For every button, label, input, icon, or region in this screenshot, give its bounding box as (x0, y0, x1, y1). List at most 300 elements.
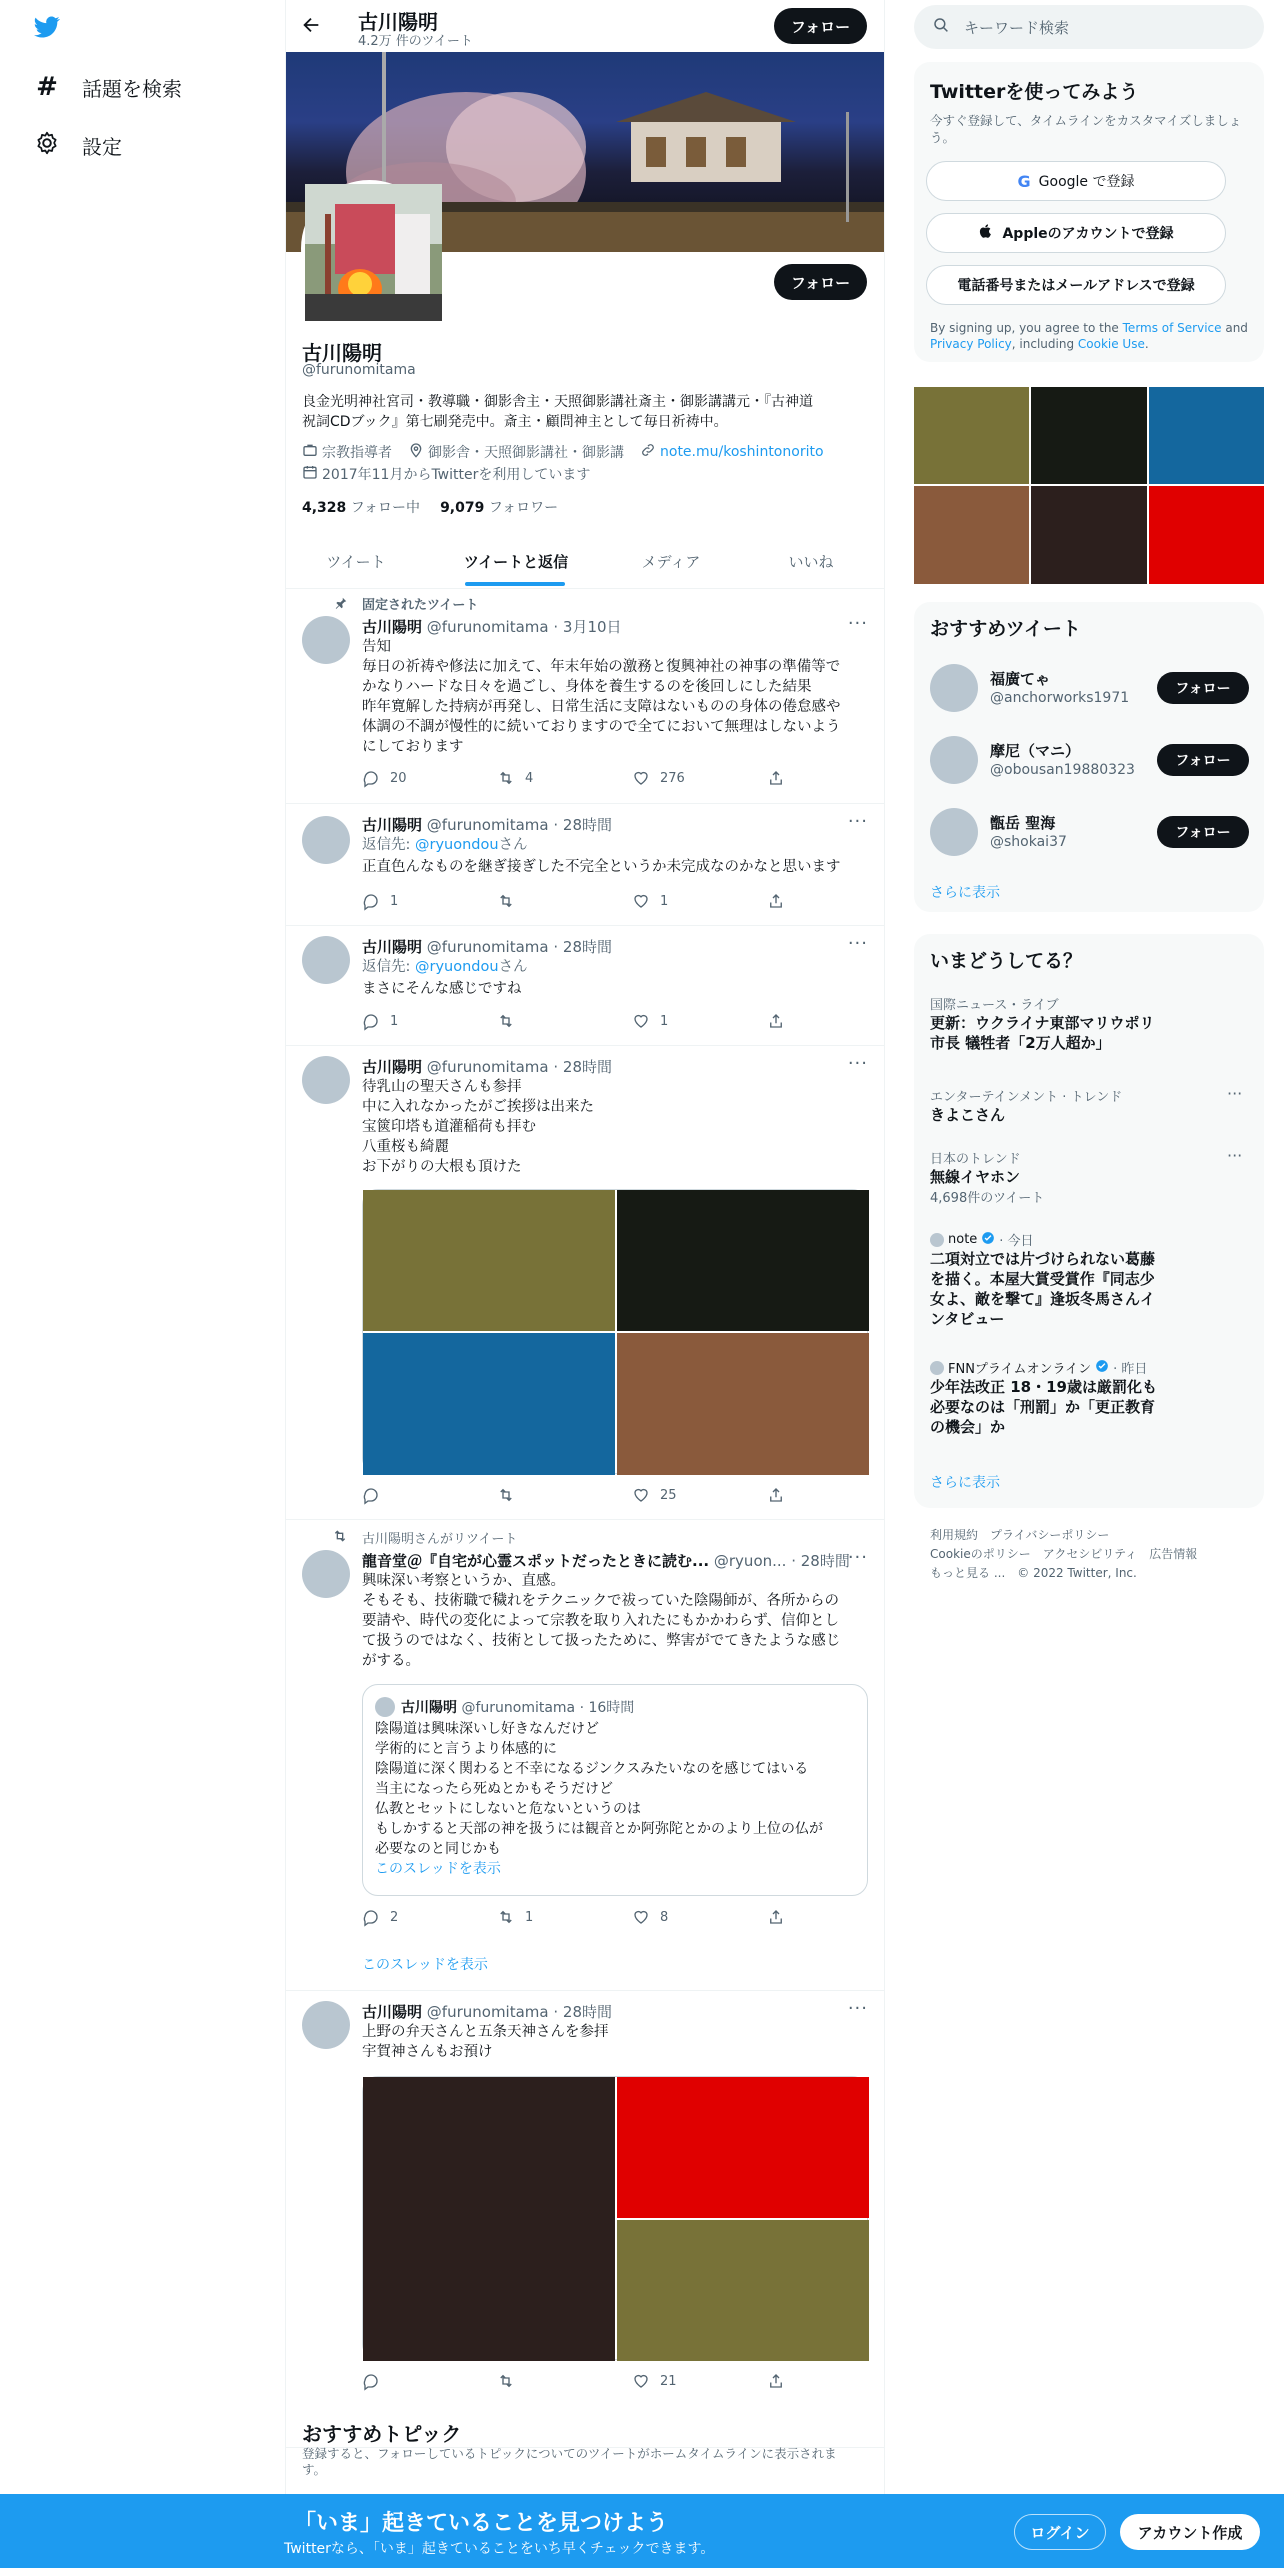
retweet-button[interactable] (497, 1486, 525, 1504)
header-tweet-count: 4.2万 件のツイート (358, 34, 473, 49)
more-options-icon[interactable]: ··· (847, 933, 868, 954)
tweet-text (362, 1077, 872, 1177)
reply-suffix: さん (498, 959, 528, 975)
share-button[interactable] (767, 769, 785, 787)
avatar[interactable] (302, 936, 350, 984)
nav-settings[interactable] (34, 130, 122, 161)
following-stat[interactable] (302, 497, 420, 517)
followers-stat[interactable] (440, 497, 558, 517)
tweet-media-grid (362, 2076, 868, 2360)
profile-category: 宗教指導者 (322, 445, 392, 461)
tweet-text (362, 637, 872, 757)
tweet-meta: @furunomitama · 28時間 (426, 2003, 612, 2021)
following-label: フォロー中 (350, 500, 421, 516)
tweet-actions (362, 2372, 802, 2392)
trend-time: · 昨日 (1113, 1362, 1148, 1377)
quoted-tweet-header (401, 1697, 634, 1717)
tweet-text-line: 昨年寛解した持病が再発し、日常生活に支障はないものの身体の倦怠感や (362, 699, 841, 715)
terms-including: , including (1011, 337, 1078, 351)
media-thumbnail[interactable] (914, 387, 1029, 484)
trend-title-line: ンタビュー (930, 1310, 1005, 1328)
signup-desc-line: 今すぐ登録して、タイムラインをカスタマイズしましょ (930, 113, 1242, 128)
footer-link[interactable]: Cookieのポリシー (930, 1547, 1031, 1561)
more-options-icon[interactable]: ··· (847, 1053, 868, 1074)
quoted-text-line: もしかすると天部の神を扱うには観音とか阿弥陀とかのより上位の仏が (375, 1821, 823, 1837)
followers-count: 9,079 (440, 500, 485, 516)
quoted-text-line: 陰陽道に深く関わると不幸になるジンクスみたいなのを感じてはいる (375, 1761, 809, 1777)
tweet-text (362, 857, 872, 877)
tweet-author[interactable]: 龍音堂＠『自宅が心霊スポットだったときに読む... (362, 1552, 710, 1570)
trend-item[interactable] (930, 994, 1250, 1053)
footer-more-link[interactable]: もっと見る ... (930, 1566, 1006, 1580)
profile-header (286, 0, 884, 52)
footer-links (930, 1526, 1260, 1583)
media-thumbnail[interactable] (1149, 387, 1264, 484)
tweet-author[interactable]: 古川陽明 (362, 938, 423, 956)
avatar (930, 1361, 944, 1375)
topics-desc-line: 登録すると、フォローしているトピックについてのツイートがホームタイムラインに表示されま (302, 2446, 837, 2461)
tweet-header (362, 1550, 850, 1571)
tweet-image[interactable] (617, 1333, 869, 1475)
retweet-button[interactable] (497, 892, 525, 910)
trend-title-line: 必要なのは「刑罰」か「更正教育 (930, 1398, 1156, 1416)
heart-icon (632, 2372, 650, 2390)
media-thumbnail[interactable] (914, 486, 1029, 584)
footer-link[interactable]: 広告情報 (1149, 1547, 1198, 1561)
more-options-icon[interactable]: ··· (847, 1998, 868, 2019)
tweet-image[interactable] (617, 2077, 869, 2218)
tweet-text-line: かなりハードな日々を過ごし、身体を養生するのを後回しにした結果 (362, 679, 812, 695)
header-follow-button[interactable]: フォロー (774, 8, 867, 44)
profile-location: 御影舎・天照御影講社・御影講 (428, 445, 624, 461)
tweet-image[interactable] (363, 1333, 615, 1475)
tweet-meta: @ryuon... · 28時間 (713, 1552, 850, 1570)
phone-signup-button[interactable] (926, 265, 1226, 305)
more-options-icon[interactable]: ··· (847, 811, 868, 832)
share-icon (767, 1908, 785, 1926)
main-column (285, 0, 885, 2568)
tweet-text-line: にしております (362, 739, 464, 755)
share-button[interactable] (767, 2372, 785, 2390)
retweet-button[interactable] (497, 1908, 533, 1926)
tab-tweets-and-replies[interactable]: ツイートと返信 (463, 553, 569, 571)
follow-suggestion[interactable] (914, 802, 1264, 870)
terms-prefix: By signing up, you agree to the (930, 321, 1123, 335)
like-count: 8 (660, 1909, 669, 1925)
follow-suggestion[interactable] (914, 730, 1264, 798)
heart-icon (632, 892, 650, 910)
reply-button[interactable] (362, 1486, 390, 1504)
pinned-label: 固定されたツイート (362, 598, 479, 613)
reply-context (362, 957, 872, 977)
avatar (375, 1697, 395, 1717)
tweet-text-line: 興味深い考察というか、直感。 (362, 1573, 565, 1589)
like-button[interactable] (632, 1486, 677, 1504)
profile-meta-row (302, 442, 824, 462)
like-button[interactable] (632, 892, 668, 910)
tweet-text-line: まさにそんな感じですね (362, 981, 522, 997)
tweet-text-line: 中に入れなかったがご挨拶は出来た (362, 1099, 594, 1115)
suggestion-name: 福廣てゃ (990, 670, 1051, 688)
reply-suffix: さん (498, 837, 528, 853)
avatar (930, 736, 978, 784)
reply-count: 1 (390, 1013, 399, 1029)
trend-source-row (930, 1358, 1250, 1377)
trend-item[interactable] (930, 1148, 1250, 1206)
profile-bio-line: 祝詞CDブック』第七刷発売中。斎主・顧問神主として毎日祈祷中。 (302, 414, 728, 430)
profile-stats (302, 497, 558, 517)
tweet-media-grid (362, 1189, 868, 1474)
tweet-text (362, 2022, 872, 2062)
following-count: 4,328 (302, 500, 347, 516)
profile-follow-button[interactable]: フォロー (774, 264, 867, 300)
like-count: 25 (660, 1487, 677, 1503)
reply-icon (362, 769, 380, 787)
tab-likes[interactable]: いいね (788, 553, 834, 571)
reply-icon (362, 1908, 380, 1926)
reply-button[interactable] (362, 2372, 390, 2390)
retweet-icon (497, 1908, 515, 1926)
trend-title-line: 市長 犠牲者「2万人超か」 (930, 1034, 1111, 1052)
topics-desc (302, 2446, 837, 2478)
heart-icon (632, 1012, 650, 1030)
tweet-text-line: 毎日の祈祷や修法に加えて、年末年始の激務と復興神社の神事の準備等で (362, 659, 841, 675)
suggestion-name: 摩尼（マニ） (990, 742, 1081, 760)
tweet-text-line: 上野の弁天さんと五条天神さんを参拝 (362, 2024, 609, 2040)
nav-explore-label: 話題を検索 (82, 76, 182, 101)
retweet-icon (497, 2372, 515, 2390)
gear-icon (34, 130, 60, 161)
retweet-context-icon (332, 1528, 348, 1548)
who-to-follow-card (914, 602, 1264, 912)
share-icon (767, 769, 785, 787)
reply-prefix: 返信先: (362, 837, 415, 853)
quoted-text-line: 学術的にと言うより体感的に (375, 1741, 557, 1757)
google-icon: G (1017, 171, 1031, 191)
heart-icon (632, 769, 650, 787)
back-arrow-icon[interactable] (300, 14, 322, 40)
avatar[interactable] (302, 816, 350, 864)
media-thumbnail[interactable] (1149, 486, 1264, 584)
trend-item[interactable] (930, 1358, 1250, 1437)
privacy-policy-link[interactable]: Privacy Policy (930, 337, 1012, 351)
tweet-image[interactable] (363, 1190, 615, 1331)
more-options-icon[interactable]: ··· (1227, 1084, 1243, 1103)
trend-source: note (948, 1232, 978, 1247)
tweet-image[interactable] (363, 2077, 615, 2361)
share-button[interactable] (767, 892, 785, 910)
reply-count: 20 (390, 770, 407, 786)
show-thread-link[interactable]: このスレッドを表示 (362, 1957, 488, 1973)
reply-icon (362, 1486, 380, 1504)
reply-button[interactable] (362, 892, 398, 910)
more-options-icon[interactable]: ··· (1227, 1146, 1243, 1165)
tweet-text-line: 要請や、時代の変化によって宗教を取り入れたにもかかわらず、信仰とし (362, 1613, 840, 1629)
link-icon (640, 442, 656, 462)
retweet-count: 1 (525, 1909, 534, 1925)
tweet-header (362, 936, 612, 957)
like-button[interactable] (632, 1908, 668, 1926)
reply-icon (362, 1012, 380, 1030)
profile-joined-row (302, 464, 590, 484)
search-box[interactable] (914, 5, 1264, 49)
hashtag-icon: # (36, 72, 58, 102)
tweet-actions (362, 1486, 802, 1506)
trend-title-line: 更新：ウクライナ東部マリウポリ (930, 1014, 1155, 1032)
like-button[interactable] (632, 769, 685, 787)
profile-url-link[interactable]: note.mu/koshintonorito (660, 444, 824, 460)
reply-count: 1 (390, 893, 399, 909)
signup-terms (930, 320, 1260, 352)
quoted-text-line: 必要なのと同じかも (375, 1841, 501, 1857)
tweet-meta: @furunomitama · 28時間 (426, 938, 612, 956)
heart-icon (632, 1486, 650, 1504)
active-tab-indicator (465, 582, 565, 586)
trend-title-line: 無線イヤホン (930, 1168, 1021, 1186)
profile-joined: 2017年11月からTwitterを利用しています (322, 467, 591, 483)
quoted-text-line: 陰陽道は興味深いし好きなんだけど (375, 1721, 599, 1737)
trend-item[interactable] (930, 1086, 1250, 1125)
media-thumbnail[interactable] (1031, 486, 1147, 584)
topics-desc-line: す。 (302, 2462, 327, 2477)
trend-title-line: 女よ、敵を撃て』逢坂冬馬さんイ (930, 1290, 1156, 1308)
share-icon (767, 1486, 785, 1504)
reply-icon (362, 2372, 380, 2390)
tab-tweets[interactable]: ツイート (326, 553, 386, 571)
quoted-text-line: 仏教とセットにしないと危ないというのは (375, 1801, 641, 1817)
twitter-logo-icon[interactable] (32, 14, 62, 40)
tweet-text-line: 八重桜も綺麗 (362, 1139, 449, 1155)
avatar[interactable] (302, 2001, 350, 2049)
tweet-text-line: 待乳山の聖天さんも参拝 (362, 1079, 522, 1095)
share-icon (767, 2372, 785, 2390)
retweet-count: 4 (525, 770, 534, 786)
retweet-icon (497, 892, 515, 910)
quoted-text (375, 1719, 860, 1879)
trend-source: FNNプライムオンライン (948, 1362, 1092, 1377)
tweet-item[interactable] (286, 1991, 884, 2448)
location-icon (408, 442, 424, 462)
tweet-item[interactable] (286, 1520, 884, 1991)
avatar (930, 1233, 944, 1247)
share-icon (767, 1012, 785, 1030)
profile-handle: @furunomitama (302, 362, 416, 378)
quoted-tweet[interactable] (362, 1684, 868, 1896)
signup-title: Twitterを使ってみよう (930, 81, 1139, 103)
trend-context: 日本のトレンド (930, 1152, 1021, 1167)
reply-button[interactable] (362, 1908, 398, 1926)
topics-title: おすすめトピック (302, 2422, 462, 2446)
tweet-item[interactable] (286, 926, 884, 1046)
more-options-icon[interactable]: ··· (847, 613, 868, 634)
tweet-actions (362, 1908, 802, 1928)
like-button[interactable] (632, 2372, 677, 2390)
verified-icon (1095, 1359, 1109, 1377)
trend-context: 国際ニュース・ライブ (930, 998, 1059, 1013)
heart-icon (632, 1908, 650, 1926)
pin-icon (334, 595, 348, 614)
tweet-text-line: 正直色んなものを継ぎ接ぎした不完全というか未完成なのかなと思います (362, 859, 841, 875)
like-count: 276 (660, 770, 685, 786)
profile-bio (302, 392, 813, 432)
avatar (930, 808, 978, 856)
nav-settings-label: 設定 (82, 135, 122, 159)
tab-media[interactable]: メディア (641, 553, 701, 571)
tweet-item[interactable] (286, 589, 884, 804)
google-signup-label: Google で登録 (1038, 174, 1135, 190)
profile-media-grid (914, 387, 1264, 584)
avatar (930, 664, 978, 712)
reply-icon (362, 892, 380, 910)
signup-desc (930, 112, 1241, 146)
profile-bio-line: 良金光明神社宮司・教導職・御影舎主・天照御影講社斎主・御影講講元・『古神道 (302, 394, 813, 410)
tweet-text-line: そもそも、技術職で穢れをテクニックで祓っていた陰陽師が、各所からの (362, 1593, 840, 1609)
avatar[interactable] (302, 1056, 350, 1104)
signup-card (914, 62, 1264, 362)
tweet-actions (362, 892, 802, 912)
trend-title-line: を描く。本屋大賞受賞作『同志少 (930, 1270, 1155, 1288)
reply-to-link[interactable]: @ryuondou (415, 959, 499, 975)
apple-signup-button[interactable] (926, 213, 1226, 253)
quoted-author: 古川陽明 (401, 1700, 457, 1716)
tweet-text-line: 宇賀神さんもお預け (362, 2044, 493, 2060)
tweet-text-line: 宝篋印塔も道灌稲荷も拝む (362, 1119, 536, 1135)
share-icon (767, 892, 785, 910)
trend-count: 4,698件のツイート (930, 1191, 1045, 1206)
reply-to-link[interactable]: @ryuondou (415, 837, 499, 853)
tweet-text-line: お下がりの大根も頂けた (362, 1159, 522, 1175)
phone-signup-label: 電話番号またはメールアドレスで登録 (957, 278, 1195, 294)
reply-button[interactable] (362, 1012, 398, 1030)
google-signup-button[interactable] (926, 161, 1226, 201)
quoted-thread-link[interactable]: このスレッドを表示 (375, 1861, 501, 1877)
reply-context (362, 835, 872, 855)
trend-item[interactable] (930, 1230, 1250, 1329)
suggestion-follow-button[interactable]: フォロー (1157, 816, 1249, 848)
retweet-button[interactable] (497, 1012, 525, 1030)
apple-signup-label: Appleのアカウントで登録 (1002, 226, 1174, 242)
avatar[interactable] (302, 1550, 350, 1598)
footer-link[interactable]: 利用規約 (930, 1528, 979, 1542)
cookie-use-link[interactable]: Cookie Use (1077, 337, 1145, 351)
retweet-context-label: 古川陽明さんがリツイート (362, 1532, 518, 1547)
tweet-author[interactable]: 古川陽明 (362, 2003, 423, 2021)
signup-desc-line: う。 (930, 130, 956, 145)
tweet-text-line: て扱うのではなく、技術として扱ったために、弊害がでてきたような感じ (362, 1633, 841, 1649)
avatar[interactable] (302, 616, 350, 664)
trend-title-line: 少年法改正 18・19歳は厳罰化も (930, 1378, 1157, 1396)
profile-name: 古川陽明 (302, 341, 382, 365)
tweet-author[interactable]: 古川陽明 (362, 618, 423, 636)
profile-avatar[interactable] (301, 180, 438, 317)
search-placeholder: キーワード検索 (964, 18, 1070, 37)
trend-time: · 今日 (999, 1234, 1034, 1249)
tweet-item[interactable] (286, 1046, 884, 1520)
suggestion-follow-button[interactable]: フォロー (1157, 744, 1249, 776)
calendar-icon (302, 464, 318, 484)
verified-icon (981, 1231, 995, 1249)
trend-title-line: きよこさん (930, 1106, 1006, 1124)
tweet-header (362, 616, 622, 637)
media-thumbnail[interactable] (1031, 387, 1147, 484)
quoted-meta: @furunomitama · 16時間 (461, 1700, 635, 1716)
follow-suggestion[interactable] (914, 658, 1264, 726)
suggestion-name: 甑岳 聖海 (990, 814, 1056, 832)
like-count: 1 (660, 893, 669, 909)
retweet-icon (497, 1012, 515, 1030)
who-to-follow-title: おすすめツイート (930, 618, 1081, 640)
suggestion-handle: @anchorworks1971 (990, 690, 1130, 706)
more-options-icon[interactable]: ··· (847, 1547, 868, 1568)
tweet-header (362, 2001, 612, 2022)
tweet-header (362, 1056, 612, 1077)
header-name: 古川陽明 (358, 10, 438, 34)
trends-card (914, 934, 1264, 1508)
tweet-item[interactable] (286, 804, 884, 926)
footer-link[interactable]: アクセシビリティ (1042, 1547, 1138, 1561)
tweet-author[interactable]: 古川陽明 (362, 816, 423, 834)
footer-link[interactable]: プライバシーポリシー (990, 1528, 1110, 1542)
share-button[interactable] (767, 1908, 785, 1926)
tweet-image[interactable] (617, 2220, 869, 2361)
like-count: 1 (660, 1013, 669, 1029)
tweet-meta: @furunomitama · 28時間 (426, 816, 612, 834)
who-to-follow-more-link[interactable]: さらに表示 (930, 885, 1000, 901)
share-button[interactable] (767, 1486, 785, 1504)
tweet-header (362, 814, 612, 835)
tweet-meta: @furunomitama · 3月10日 (426, 618, 622, 636)
suggestion-handle: @obousan19880323 (990, 762, 1135, 778)
retweet-icon (497, 769, 515, 787)
apple-icon (978, 223, 994, 243)
trends-more-link[interactable]: さらに表示 (930, 1475, 1000, 1491)
reply-button[interactable] (362, 769, 407, 787)
terms-of-service-link[interactable]: Terms of Service (1122, 321, 1222, 335)
create-account-button[interactable]: アカウント作成 (1120, 2514, 1260, 2550)
bottom-bar-title: 「いま」起きていることを見つけよう (294, 2511, 669, 2536)
retweet-icon (497, 1486, 515, 1504)
bottom-bar-subtitle: Twitterなら、「いま」起きていることをいち早くチェックできます。 (284, 2541, 715, 2557)
quoted-text-line: 当主になったら死ぬとかもそうだけど (375, 1781, 613, 1797)
tweet-actions (362, 769, 802, 789)
tweet-author[interactable]: 古川陽明 (362, 1058, 423, 1076)
reply-prefix: 返信先: (362, 959, 415, 975)
share-button[interactable] (767, 1012, 785, 1030)
reply-count: 2 (390, 1909, 399, 1925)
tweet-actions (362, 1012, 802, 1032)
tweet-image[interactable] (617, 1190, 869, 1331)
tweet-text-line: がする。 (362, 1653, 420, 1669)
like-count: 21 (660, 2373, 677, 2389)
login-button[interactable]: ログイン (1014, 2514, 1106, 2550)
like-button[interactable] (632, 1012, 668, 1030)
tweet-text (362, 1571, 872, 1671)
suggestion-handle: @shokai37 (990, 834, 1067, 850)
nav-explore[interactable] (34, 72, 182, 102)
trend-title-line: 二項対立では片づけられない葛藤 (930, 1250, 1156, 1268)
retweet-button[interactable] (497, 2372, 525, 2390)
tweet-meta: @furunomitama · 28時間 (426, 1058, 612, 1076)
bottom-signup-bar (0, 2494, 1284, 2568)
trend-source-row (930, 1230, 1250, 1249)
retweet-button[interactable] (497, 769, 533, 787)
footer-copyright: © 2022 Twitter, Inc. (1017, 1566, 1137, 1580)
search-icon (932, 16, 950, 38)
terms-end: . (1144, 337, 1149, 351)
briefcase-icon (302, 442, 318, 462)
tweet-text-line: 体調の不調が慢性的に続いておりますので全てにおいて無理はしないよう (362, 719, 841, 735)
suggestion-follow-button[interactable]: フォロー (1157, 672, 1249, 704)
